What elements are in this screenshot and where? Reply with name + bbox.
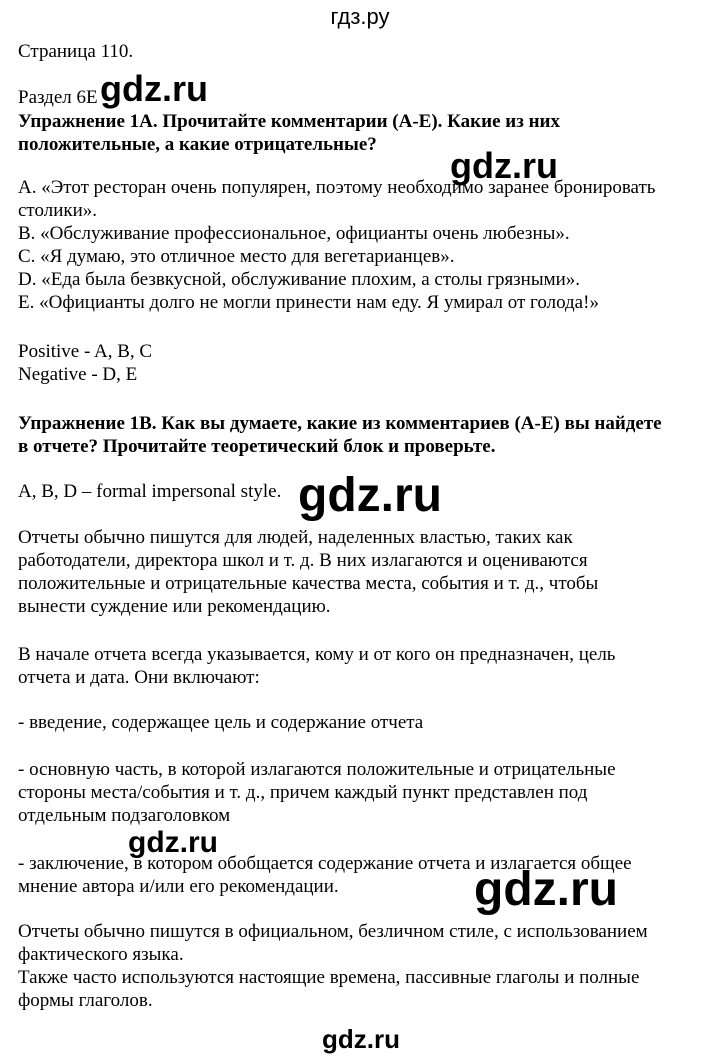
theory-line: Также часто используются настоящие времена, пассивные глаголы и полные <box>18 967 640 988</box>
watermark: gdz.ru <box>298 469 442 522</box>
positive-answer: Positive - A, B, C <box>18 341 153 362</box>
exercise-1a-comments <box>18 176 708 314</box>
theory-line: - введение, содержащее цель и содержание отчета <box>18 712 424 733</box>
theory-line: вынести суждение или рекомендацию. <box>18 596 331 617</box>
theory-line: мнение автора и/или его рекомендации. <box>18 876 339 897</box>
watermark: gdz.ru <box>128 826 218 859</box>
comment-line: C. «Я думаю, это отличное место для вегетарианцев». <box>18 246 455 267</box>
theory-paragraph <box>18 526 708 618</box>
theory-line: отчета и дата. Они включают: <box>18 667 260 688</box>
exercise-1b-title-line: в отчете? Прочитайте теоретический блок и проверьте. <box>18 436 496 457</box>
watermark: gdz.ru <box>100 68 208 109</box>
site-header: гдз.ру <box>330 4 390 29</box>
theory-line: формы глаголов. <box>18 990 153 1011</box>
theory-line: - заключение, в котором обобщается содержание отчета и излагается общее <box>18 853 632 874</box>
watermark: gdz.ru <box>322 1024 400 1054</box>
negative-answer: Negative - D, E <box>18 364 138 385</box>
exercise-1b-title <box>18 412 708 458</box>
theory-paragraph <box>18 643 708 689</box>
theory-paragraph <box>18 920 708 1012</box>
theory-line: фактического языка. <box>18 944 184 965</box>
theory-line: Отчеты обычно пишутся в официальном, безличном стиле, с использованием <box>18 921 648 942</box>
section-label: Раздел 6E <box>18 87 98 108</box>
comment-line: E. «Официанты долго не могли принести нам еду. Я умирал от голода!» <box>18 292 599 313</box>
exercise-1a-answer <box>18 340 708 386</box>
theory-paragraph <box>18 711 708 734</box>
theory-line: - основную часть, в которой излагаются положительные и отрицательные <box>18 759 616 780</box>
page-label: Страница 110. <box>18 41 134 62</box>
theory-line: стороны места/события и т. д., причем каждый пункт представлен под <box>18 782 588 803</box>
exercise-1a-title-line: положительные, а какие отрицательные? <box>18 134 377 155</box>
theory-line: положительные и отрицательные качества места, события и т. д., чтобы <box>18 573 599 594</box>
theory-line: Отчеты обычно пишутся для людей, наделенных властью, таких как <box>18 527 573 548</box>
watermark: gdz.ru <box>450 145 558 186</box>
watermark: gdz.ru <box>474 863 618 916</box>
exercise-1a-title-line: Упражнение 1A. Прочитайте комментарии (A-E). Какие из них <box>18 111 560 132</box>
comment-line: A. «Этот ресторан очень популярен, поэтому необходимо заранее бронировать <box>18 177 656 198</box>
exercise-1a-title <box>18 110 708 156</box>
theory-paragraph <box>18 758 708 827</box>
comment-line: B. «Обслуживание профессиональное, официанты очень любезны». <box>18 223 570 244</box>
theory-line: работодатели, директора школ и т. д. В них излагаются и оцениваются <box>18 550 588 571</box>
comment-line: столики». <box>18 200 98 221</box>
exercise-1b-title-line: Упражнение 1B. Как вы думаете, какие из комментариев (A-E) вы найдете <box>18 413 662 434</box>
theory-line: В начале отчета всегда указывается, кому и от кого он предназначен, цель <box>18 644 616 665</box>
comment-line: D. «Еда была безвкусной, обслуживание плохим, а столы грязными». <box>18 269 581 290</box>
exercise-1b-answer: A, B, D – formal impersonal style. <box>18 481 282 502</box>
theory-line: отдельным подзаголовком <box>18 805 231 826</box>
